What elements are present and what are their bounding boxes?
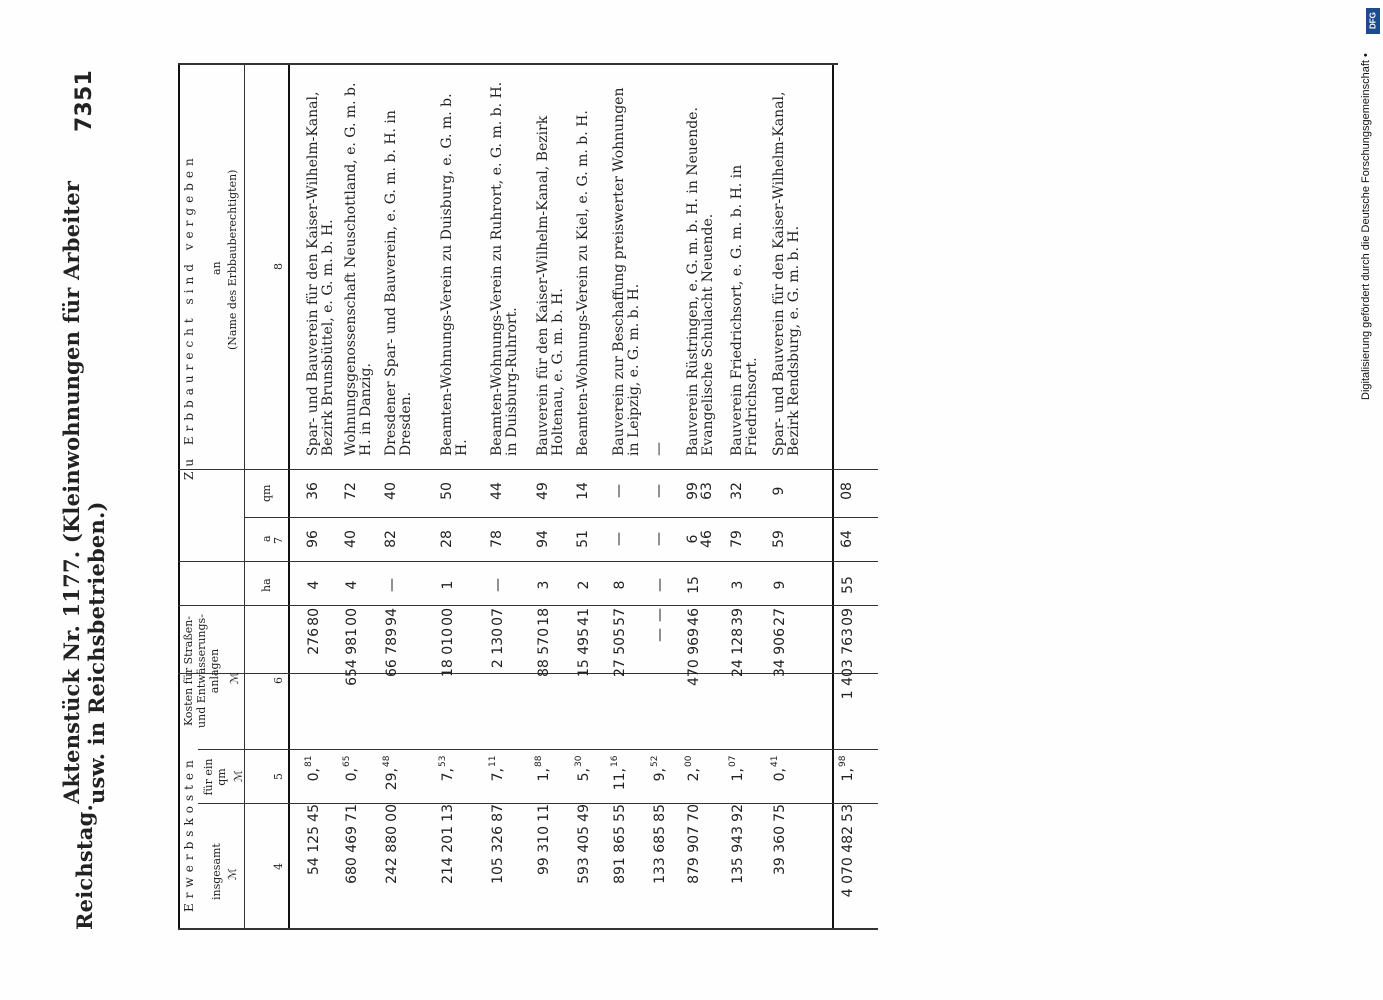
row-10-erbbauberechtigter: Bauverein Rüstringen, e. G. m. b. H. in Neuende. Evangelische Schulacht Neuende. [685, 107, 716, 456]
row-2-qm: 0, [344, 768, 360, 782]
row-8-insgesamt-pf: 55 [612, 804, 628, 822]
row-8-insgesamt: 891 865 [612, 826, 628, 884]
row-3-strassen-pf: 94 [384, 608, 400, 626]
totals-strassen-pf: 09 [840, 608, 856, 626]
row-7-a: 51 [575, 530, 591, 548]
row-11-erbbauberechtigter: Bauverein Friedrichsort, e. G. m. b. H. in Friedrichsort. [729, 164, 760, 456]
row-10-qm2: 99 63 [685, 482, 715, 500]
hdr-kosten-strassen: Kosten für Straßen- und Entwässerungs- anlagen [182, 614, 221, 728]
row-12-qm-frac: 41 [770, 755, 780, 767]
row-2-insgesamt: 680 469 [344, 826, 360, 884]
row-1-a: 96 [305, 530, 321, 548]
page-header [60, 70, 108, 930]
row-3-a: 82 [383, 530, 399, 548]
row-2-strassen-pf: 00 [344, 608, 360, 626]
row-12-strassen: 34 906 [772, 628, 788, 677]
hdr-insgesamt: insgesamt [210, 843, 223, 900]
table-top-rule [178, 65, 180, 930]
row-2-ha: 4 [344, 580, 360, 590]
totals-insgesamt-pf: 53 [840, 804, 856, 822]
hdr-mark-6: ℳ [228, 672, 241, 684]
row-9-ha: — [652, 578, 668, 592]
row-8-qm: 11, [612, 768, 628, 791]
table-left-border [178, 928, 878, 930]
totals-strassen: 1 403 763 [840, 628, 856, 700]
row-6-a: 94 [535, 530, 551, 548]
row-4-insgesamt-pf: 13 [440, 804, 456, 822]
row-7-qm2: 14 [575, 482, 591, 500]
totals-rule [832, 65, 834, 930]
hdr-a: a [260, 535, 273, 542]
row-1-strassen: 276 [306, 628, 322, 655]
row-2-erbbauberechtigter: Wohnungsgenossenschaft Neuschottland, e. G. m. b. H. in Danzig. [343, 82, 374, 456]
row-11-qm2: 32 [729, 482, 745, 500]
row-6-qm2: 49 [535, 482, 551, 500]
colnum-5: 5 [272, 773, 285, 780]
row-3-qm: 29, [384, 768, 400, 791]
row-7-insgesamt: 593 405 [576, 826, 592, 884]
col-sep-qm2 [178, 469, 878, 470]
row-1-qm2: 36 [305, 482, 321, 500]
header-left: Reichstag. [71, 804, 97, 930]
row-9-a: — [651, 532, 667, 546]
row-1-strassen-pf: 80 [306, 608, 322, 626]
row-12-erbbauberechtigter: Spar- und Bauverein für den Kaiser-Wilhelm-Kanal, Bezirk Rendsburg, e. G. m. b. H. [771, 91, 802, 456]
row-4-ha: 1 [440, 580, 456, 590]
hdr-ha: ha [260, 578, 273, 592]
totals-qm-frac: 98 [838, 755, 848, 767]
hdr-mark-4: ℳ [226, 868, 239, 880]
row-8-erbbauberechtigter: Bauverein zur Beschaffung preiswerter Wohnungen in Leipzig, e. G. m. b. H. [611, 87, 642, 456]
row-6-insgesamt: 99 310 [536, 826, 552, 875]
colnum-8: 8 [272, 263, 285, 270]
row-10-strassen-pf: 46 [686, 608, 702, 626]
hdr-erwerbskosten: Erwerbskosten [182, 755, 196, 912]
row-10-insgesamt: 879 907 [686, 826, 702, 884]
col-sep-str-pf [178, 605, 878, 606]
row-8-qm-frac: 16 [610, 755, 620, 767]
row-1-insgesamt: 54 125 [306, 826, 322, 875]
row-10-a: 6 46 [685, 530, 715, 548]
row-11-insgesamt-pf: 92 [730, 804, 746, 822]
hdr-qm: qm [260, 484, 273, 502]
row-6-qm: 1, [536, 768, 552, 782]
row-6-erbbauberechtigter: Bauverein für den Kaiser-Wilhelm-Kanal, Bezirk Holtenau, e. G. m. b. H. [535, 115, 566, 456]
row-11-qm: 1, [730, 768, 746, 782]
row-11-insgesamt: 135 943 [730, 826, 746, 884]
row-12-ha: 9 [772, 580, 788, 590]
row-9-strassen: — [652, 628, 668, 642]
hdr-mark-5: ℳ [232, 770, 245, 782]
row-8-strassen-pf: 57 [612, 608, 628, 626]
row-7-qm: 5, [576, 768, 592, 782]
hdr-name-erbb: (Name des Erbbauberechtigten) [226, 169, 239, 350]
row-1-ha: 4 [306, 580, 322, 590]
colnum-7: 7 [272, 537, 285, 544]
row-1-qm: 0, [306, 768, 322, 782]
row-3-insgesamt: 242 880 [384, 826, 400, 884]
row-6-ha: 3 [536, 580, 552, 590]
page-number: 7351 [71, 70, 97, 133]
row-12-qm2: 9 [771, 486, 787, 496]
row-7-erbbauberechtigter: Beamten-Wohnungs-Verein zu Kiel, e. G. m. b. H. [575, 110, 591, 456]
row-7-ha: 2 [576, 580, 592, 590]
row-8-ha: 8 [612, 580, 628, 590]
row-3-insgesamt-pf: 00 [384, 804, 400, 822]
row-1-erbbauberechtigter: Spar- und Bauverein für den Kaiser-Wilhelm-Kanal, Bezirk Brunsbüttel, e. G. m. b. H. [305, 91, 336, 456]
hdr-fuer-ein-qm: für ein qm [202, 758, 228, 796]
row-4-a: 28 [439, 530, 455, 548]
row-5-strassen: 2 130 [490, 628, 506, 669]
table-right-border [178, 63, 838, 65]
row-12-a: 59 [771, 530, 787, 548]
row-10-strassen: 470 969 [686, 628, 702, 686]
col-sep-ha [178, 561, 878, 562]
row-9-strassen-pf: — [652, 608, 668, 622]
row-5-qm-frac: 11 [488, 755, 498, 767]
row-12-insgesamt: 39 360 [772, 826, 788, 875]
row-9-qm: 9, [652, 768, 668, 782]
row-7-strassen-pf: 41 [576, 608, 592, 626]
sidebar-credit: Digitalisierung gefördert durch die Deutsche Forschungsgemeinschaft • [1360, 53, 1372, 400]
row-4-insgesamt: 214 201 [440, 826, 456, 884]
row-5-qm2: 44 [489, 482, 505, 500]
row-3-strassen: 66 789 [384, 628, 400, 677]
row-12-qm: 0, [772, 768, 788, 782]
row-1-qm-frac: 81 [304, 755, 314, 767]
row-11-strassen: 24 128 [730, 628, 746, 677]
row-11-qm-frac: 07 [728, 755, 738, 767]
row-4-qm-frac: 53 [438, 755, 448, 767]
row-11-ha: 3 [730, 580, 746, 590]
row-8-qm2: — [611, 484, 627, 498]
row-10-qm: 2, [686, 768, 702, 782]
totals-ha: 55 [840, 576, 856, 594]
dfg-logo: DFG [1366, 8, 1380, 34]
row-9-qm2: — [651, 484, 667, 498]
row-11-strassen-pf: 39 [730, 608, 746, 626]
header-rule [244, 65, 245, 930]
row-5-qm: 7, [490, 768, 506, 782]
row-10-qm-frac: 00 [684, 755, 694, 767]
row-6-insgesamt-pf: 11 [536, 804, 552, 822]
row-5-erbbauberechtigter: Beamten-Wohnungs-Verein zu Ruhrort, e. G. m. b. H. in Duisburg-Ruhrort. [489, 81, 520, 456]
row-9-insgesamt: 133 685 [652, 826, 668, 884]
row-3-ha: — [384, 578, 400, 592]
row-3-qm2: 40 [383, 482, 399, 500]
row-7-insgesamt-pf: 49 [576, 804, 592, 822]
col-sep-a [244, 517, 878, 518]
row-8-a: — [611, 532, 627, 546]
row-5-a: 78 [489, 530, 505, 548]
row-4-strassen: 18 010 [440, 628, 456, 677]
row-4-erbbauberechtigter: Beamten-Wohnungs-Verein zu Duisburg, e. G. m. b. H. [439, 93, 470, 456]
row-12-strassen-pf: 27 [772, 608, 788, 626]
row-2-insgesamt-pf: 71 [344, 804, 360, 822]
header-bottom-rule [288, 65, 290, 930]
row-12-insgesamt-pf: 75 [772, 804, 788, 822]
colnum-4: 4 [272, 863, 285, 870]
row-2-qm2: 72 [343, 482, 359, 500]
row-6-qm-frac: 88 [534, 755, 544, 767]
totals-a: 64 [839, 530, 855, 548]
row-4-qm2: 50 [439, 482, 455, 500]
colnum-6: 6 [272, 677, 285, 684]
row-1-insgesamt-pf: 45 [306, 804, 322, 822]
row-3-qm-frac: 48 [382, 755, 392, 767]
row-2-qm-frac: 65 [342, 755, 352, 767]
header-title: Aktenstück Nr. 1177. (Kleinwohnungen für Arbeiter usw. in Reichsbetrieben.) [59, 180, 109, 805]
hdr-an: an [210, 261, 223, 275]
totals-qm: 1, [840, 768, 856, 782]
row-7-strassen: 15 495 [576, 628, 592, 677]
row-9-erbbauberechtigter: — [651, 442, 667, 456]
row-4-qm: 7, [440, 768, 456, 782]
row-9-qm-frac: 52 [650, 755, 660, 767]
row-3-erbbauberechtigter: Dresdener Spar- und Bauverein, e. G. m. b. H. in Dresden. [383, 110, 414, 456]
row-2-strassen: 654 981 [344, 628, 360, 686]
row-5-insgesamt: 105 326 [490, 826, 506, 884]
row-9-insgesamt-pf: 85 [652, 804, 668, 822]
row-5-strassen-pf: 07 [490, 608, 506, 626]
row-5-ha: — [490, 578, 506, 592]
row-4-strassen-pf: 00 [440, 608, 456, 626]
col-sep-qm [198, 749, 878, 750]
row-6-strassen: 88 570 [536, 628, 552, 677]
row-7-qm-frac: 30 [574, 755, 584, 767]
rotated-page [60, 0, 880, 1000]
row-6-strassen-pf: 18 [536, 608, 552, 626]
row-2-a: 40 [343, 530, 359, 548]
row-10-ha: 15 [686, 576, 702, 594]
row-8-strassen: 27 505 [612, 628, 628, 677]
hdr-erbbaurecht: Zu Erbbaurecht sind vergeben [182, 153, 196, 480]
row-5-insgesamt-pf: 87 [490, 804, 506, 822]
totals-insgesamt: 4 070 482 [840, 826, 856, 898]
row-11-a: 79 [729, 530, 745, 548]
row-10-insgesamt-pf: 70 [686, 804, 702, 822]
totals-qm2: 08 [839, 482, 855, 500]
